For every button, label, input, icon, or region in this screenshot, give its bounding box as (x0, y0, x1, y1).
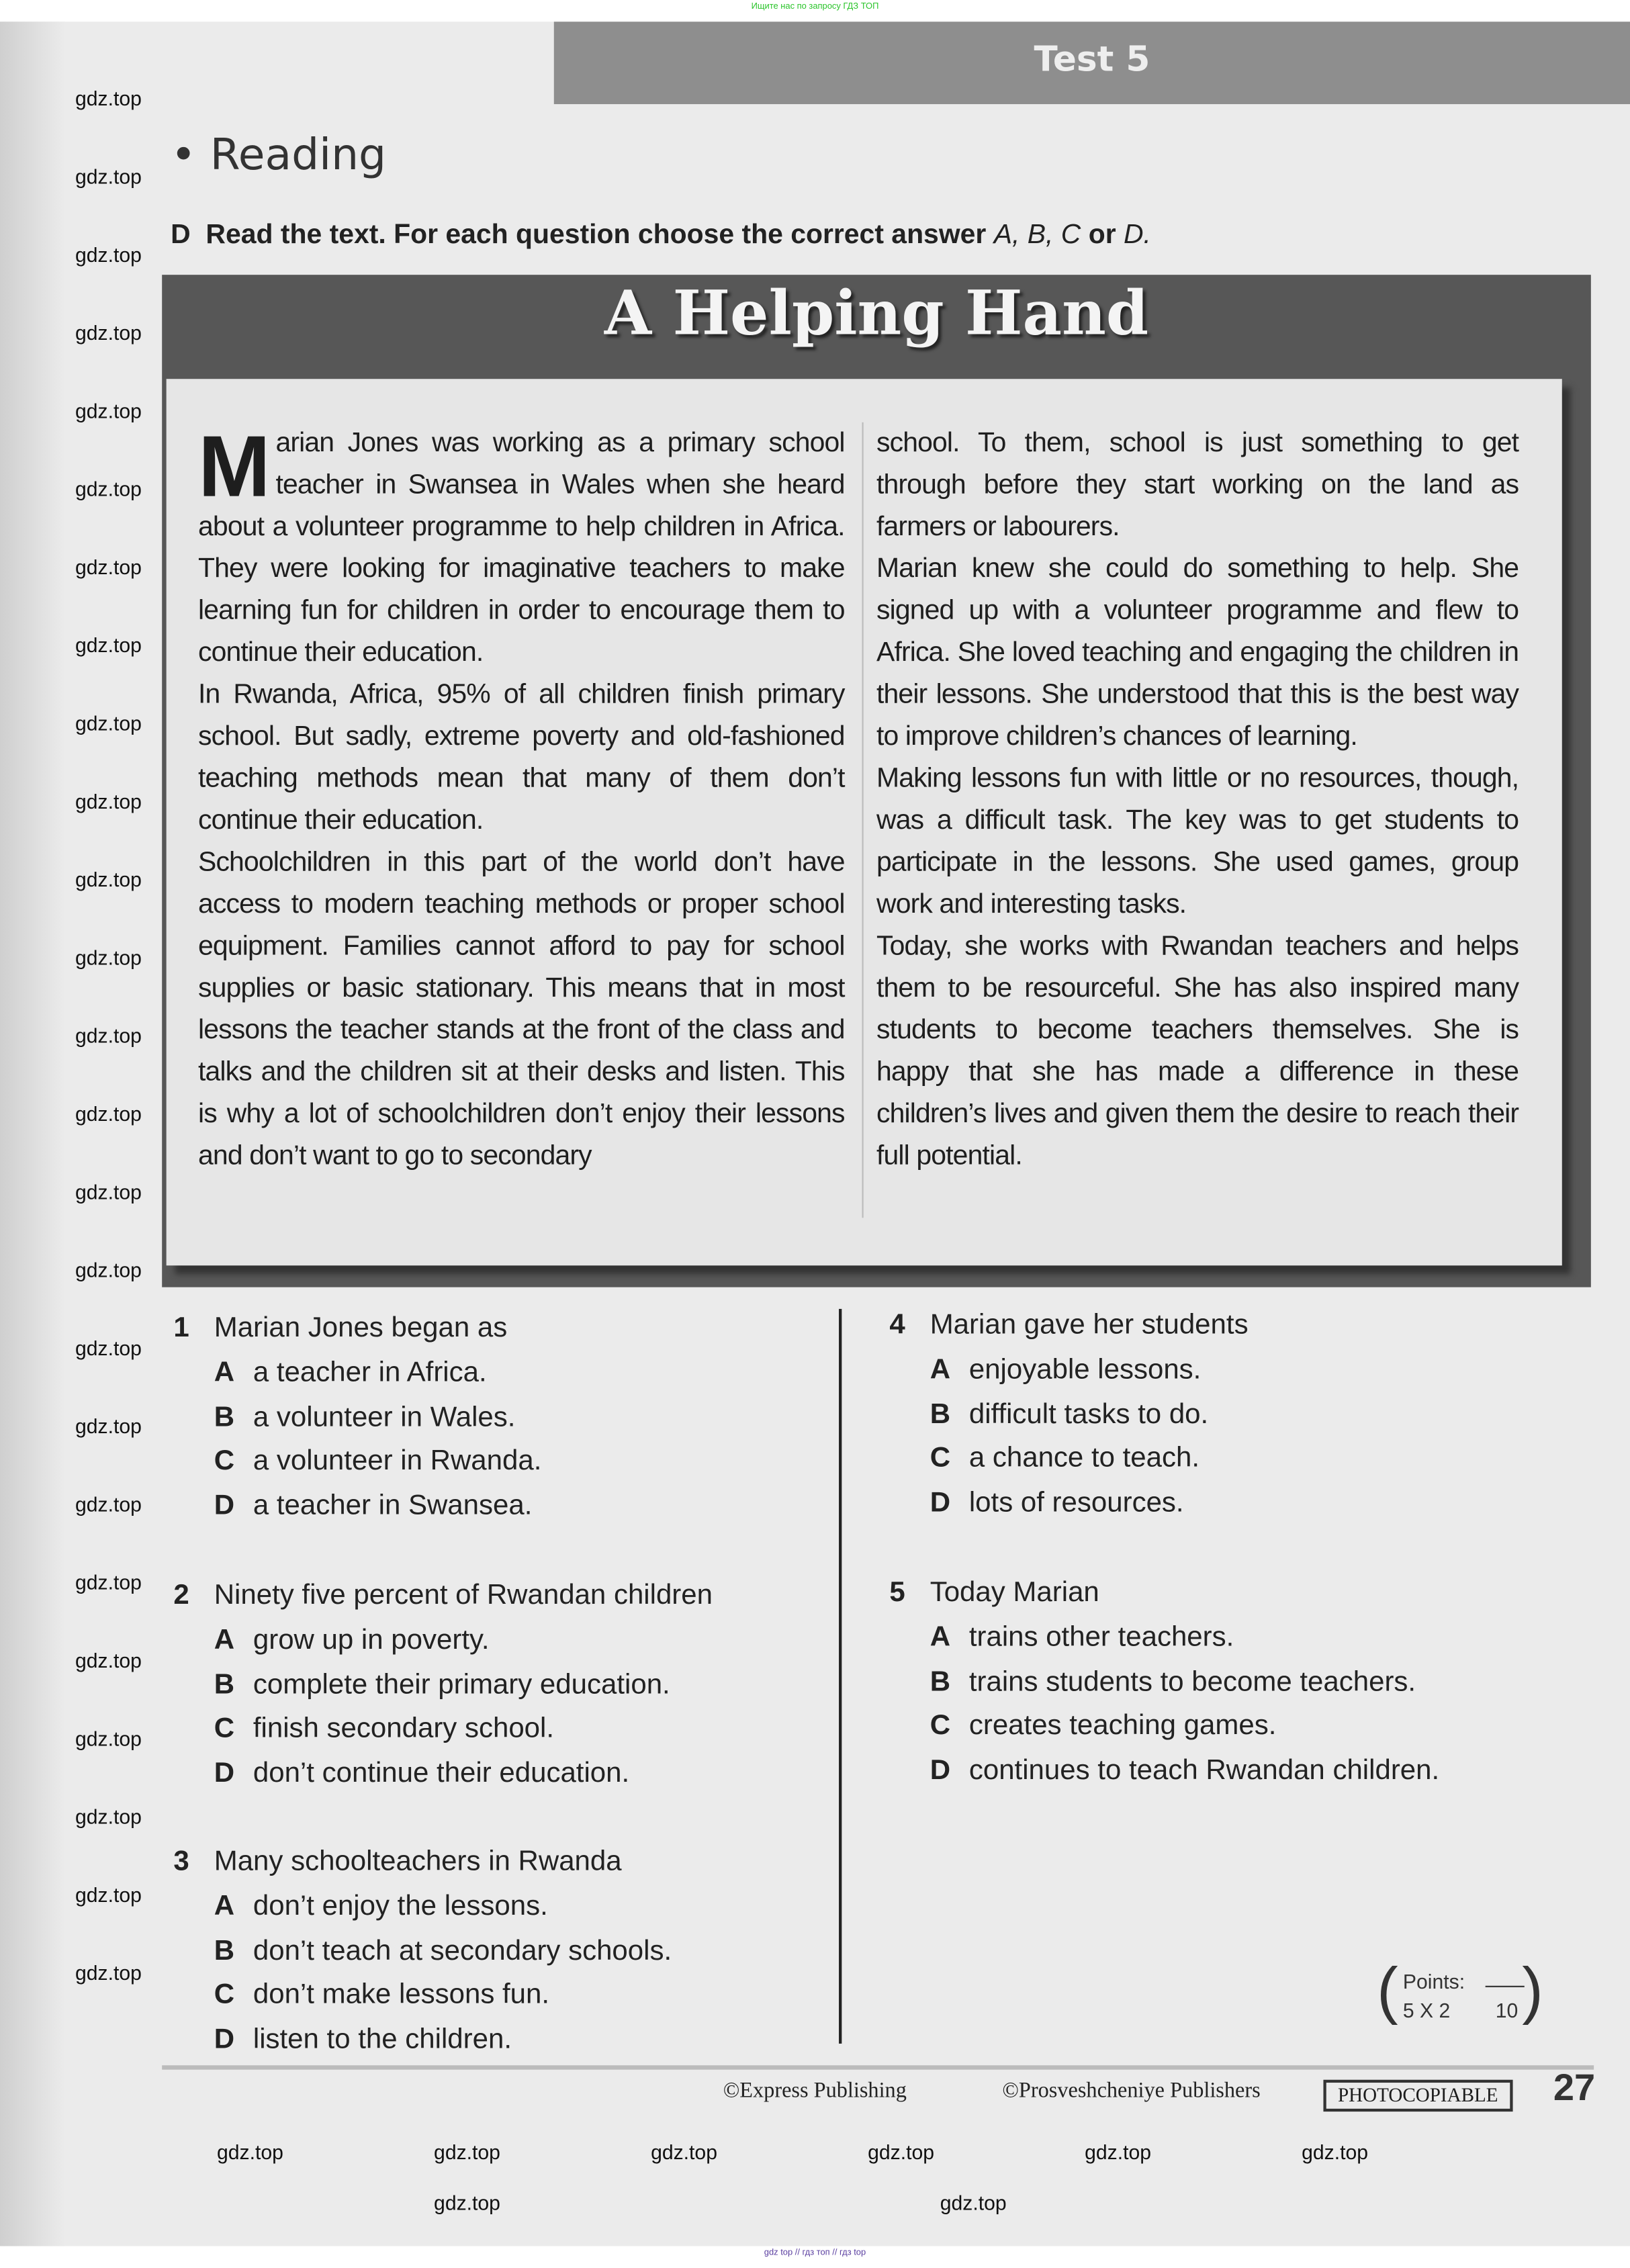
watermark-text: gdz.top (75, 1883, 142, 1907)
option-letter: B (930, 1398, 951, 1430)
question-text: Many schoolteachers in Rwanda (214, 1845, 622, 1878)
question-number: 2 (173, 1579, 189, 1611)
watermark-text: gdz.top (651, 2140, 718, 2164)
watermark-text: gdz.top (75, 87, 142, 110)
option-letter: D (930, 1754, 951, 1786)
answer-option[interactable] (173, 1663, 713, 1707)
question-stem (173, 1840, 672, 1884)
watermark-text: gdz.top (434, 2140, 500, 2164)
option-text: lots of resources. (968, 1487, 1184, 1519)
paragraph: In Rwanda, Africa, 95% of all children finish primary school. But sadly, extreme poverty and old-fashioned teaching methods mean that many of them don’t continue their education. (198, 680, 845, 836)
answer-option[interactable] (173, 2018, 672, 2062)
bullet-icon: • (171, 130, 197, 181)
test-label: Test 5 (1034, 39, 1150, 80)
question-number: 5 (889, 1576, 905, 1608)
instruction-text: Read the text. For each question choose the correct answer (206, 220, 987, 251)
answer-option[interactable] (173, 1885, 672, 1929)
answer-option[interactable] (889, 1615, 1439, 1660)
option-letter: A (214, 1356, 235, 1388)
answer-option[interactable] (889, 1705, 1439, 1749)
option-letter: C (214, 1979, 235, 2011)
watermark-text: gdz.top (75, 1805, 142, 1829)
answer-option[interactable] (173, 1752, 713, 1796)
answer-option[interactable] (889, 1348, 1248, 1392)
paragraph: Making lessons fun with little or no resources, though, was a difficult task. The key was to get students to participate in the lessons. She used games, group work and interesting tasks. (876, 764, 1519, 920)
question-stem (173, 1574, 713, 1618)
section-title: Reading (210, 130, 387, 181)
option-text: grow up in poverty. (253, 1623, 490, 1656)
option-letter: C (930, 1710, 951, 1742)
watermark-text: gdz.top (75, 789, 142, 813)
answer-option[interactable] (173, 1707, 713, 1752)
paragraph: Marian knew she could do something to help. She signed up with a volunteer programme and flew to Africa. She loved teaching and engaging the children in their lessons. She understood that this is the best way to improve children’s chances of learning. (876, 553, 1519, 752)
question-2 (173, 1574, 713, 1797)
option-letter: A (214, 1623, 235, 1656)
option-letter: A (930, 1353, 951, 1386)
question-number: 1 (173, 1312, 189, 1344)
watermark-text: gdz.top (75, 1414, 142, 1438)
article-left-column (198, 418, 845, 1177)
answer-option[interactable] (889, 1749, 1439, 1793)
question-text: Marian gave her students (930, 1308, 1249, 1341)
watermark-text: gdz.top (75, 946, 142, 969)
answer-option[interactable] (173, 1973, 672, 2017)
answer-option[interactable] (173, 1929, 672, 1973)
option-text: don’t continue their education. (253, 1757, 630, 1790)
option-letter: D (930, 1487, 951, 1519)
answer-option[interactable] (173, 1618, 713, 1662)
answer-option[interactable] (889, 1392, 1248, 1437)
paragraph (198, 418, 845, 674)
option-letter: C (214, 1713, 235, 1745)
option-text: difficult tasks to do. (968, 1398, 1209, 1430)
page-number: 27 (1553, 2065, 1596, 2109)
watermark-text: gdz.top (75, 555, 142, 579)
option-text: don’t teach at secondary schools. (253, 1934, 672, 1966)
bottom-note: gdz top // гдз топ // гдз top (764, 2249, 866, 2258)
watermark-text: gdz.top (75, 1492, 142, 1516)
option-text: a teacher in Africa. (253, 1356, 487, 1388)
question-5 (889, 1571, 1439, 1794)
answer-option[interactable] (173, 1440, 541, 1484)
watermark-text: gdz.top (868, 2140, 935, 2164)
question-stem (889, 1303, 1248, 1347)
option-letter: B (214, 1400, 235, 1433)
paragraph-text: arian Jones was working as a primary school teacher in Swansea in Wales when she heard about a volunteer programme to help children in Africa. They were looking for imaginative teachers to make learning fun for children in order to encourage them to continue their education. (198, 428, 845, 668)
question-stem (173, 1306, 541, 1351)
option-text: enjoyable lessons. (968, 1353, 1202, 1386)
watermark-text: gdz.top (75, 1024, 142, 1048)
answer-option[interactable] (889, 1660, 1439, 1704)
questions-divider (839, 1309, 842, 2044)
points-label: Points: (1402, 1970, 1465, 1993)
question-3 (173, 1840, 672, 2062)
drop-cap: M (198, 418, 270, 515)
watermark-text: gdz.top (75, 477, 142, 501)
watermark-text: gdz.top (75, 1258, 142, 1282)
option-text: a chance to teach. (968, 1442, 1200, 1475)
watermark-text: gdz.top (940, 2191, 1007, 2215)
option-text: a volunteer in Wales. (253, 1400, 516, 1433)
question-stem (889, 1571, 1439, 1615)
watermark-text: gdz.top (75, 868, 142, 891)
photocopiable-badge: PHOTOCOPIABLE (1323, 2080, 1512, 2112)
option-letter: D (214, 2024, 235, 2056)
instruction-or: or (1088, 220, 1116, 251)
watermark-text: gdz.top (75, 1961, 142, 1985)
watermark-text: gdz.top (75, 1101, 142, 1126)
option-text: a volunteer in Rwanda. (253, 1445, 542, 1478)
instruction (171, 220, 1151, 251)
watermark-text: gdz.top (434, 2191, 500, 2215)
points-box (1377, 1955, 1543, 2030)
watermark-text: gdz.top (75, 633, 142, 657)
option-text: creates teaching games. (968, 1710, 1277, 1742)
option-text: trains other teachers. (968, 1621, 1234, 1653)
footer-rule (162, 2065, 1594, 2069)
question-4 (889, 1303, 1248, 1526)
option-text: a teacher in Swansea. (253, 1490, 533, 1522)
watermark-text: gdz.top (1302, 2140, 1369, 2164)
question-text: Marian Jones began as (214, 1312, 508, 1344)
watermark-text: gdz.top (75, 711, 142, 735)
watermark-text: gdz.top (1085, 2140, 1152, 2164)
option-letter: B (214, 1668, 235, 1700)
article-right-column (876, 422, 1519, 1177)
score-blank[interactable] (1486, 1986, 1525, 1987)
section-heading (171, 130, 386, 181)
watermark-text: gdz.top (217, 2140, 283, 2164)
answer-option[interactable] (173, 1395, 541, 1439)
watermark-text: gdz.top (75, 165, 142, 188)
question-number: 4 (889, 1308, 905, 1341)
publisher-prosveshcheniye: ©Prosveshcheniye Publishers (1002, 2079, 1261, 2103)
instruction-last-option: D. (1124, 220, 1151, 251)
watermark-text: gdz.top (75, 1727, 142, 1750)
watermark-text: gdz.top (75, 399, 142, 422)
right-paren-icon: ) (1522, 1955, 1543, 2027)
answer-option[interactable] (173, 1484, 541, 1529)
option-letter: C (930, 1442, 951, 1475)
option-letter: C (214, 1445, 235, 1478)
option-letter: A (214, 1890, 235, 1922)
publisher-express: ©Express Publishing (723, 2079, 907, 2103)
points-total: 10 (1495, 1999, 1519, 2022)
paragraph: Today, she works with Rwandan teachers and helps them to be resourceful. She has also inspired many students to become teachers themselves. She is happy that she has made a difference in these children’s lives and given them the desire to reach their full potential. (876, 931, 1519, 1172)
instruction-options: A, B, C (993, 220, 1081, 251)
watermark-text: gdz.top (75, 1570, 142, 1594)
left-paren-icon: ( (1377, 1955, 1398, 2027)
points-formula: 5 X 2 (1402, 1999, 1451, 2022)
watermark-text: gdz.top (75, 1648, 142, 1672)
paragraph: school. To them, school is just something to get through before they start working on the land as farmers or labourers. (876, 428, 1519, 543)
answer-option[interactable] (889, 1437, 1248, 1481)
watermark-text: gdz.top (75, 1336, 142, 1360)
option-letter: D (214, 1757, 235, 1790)
option-letter: A (930, 1621, 951, 1653)
task-letter: D (171, 220, 191, 251)
column-divider (862, 422, 863, 1218)
paragraph: Schoolchildren in this part of the world don’t have access to modern teaching methods or proper school equipment. Families cannot afford to pay for school supplies or basic stationary. This means that in most lessons the teacher stands at the front of the class and talks and the children sit at their desks and listen. This is why a lot of schoolchildren don’t enjoy their lessons and don’t want to go to secondary (198, 847, 845, 1172)
option-letter: B (214, 1934, 235, 1966)
option-letter: B (930, 1665, 951, 1698)
question-number: 3 (173, 1845, 189, 1878)
option-text: listen to the children. (253, 2024, 512, 2056)
test-header-bar (554, 21, 1630, 104)
article-title: A Helping Hand (604, 277, 1149, 349)
watermark-text: gdz.top (75, 1180, 142, 1204)
answer-option[interactable] (889, 1482, 1248, 1526)
question-1 (173, 1306, 541, 1529)
watermark-text: gdz.top (75, 321, 142, 345)
watermark-text: gdz.top (75, 242, 142, 267)
option-text: finish secondary school. (253, 1713, 555, 1745)
question-text: Today Marian (930, 1576, 1099, 1608)
top-note: Ищите нас по запросу ГДЗ ТОП (751, 3, 879, 12)
option-text: don’t enjoy the lessons. (253, 1890, 548, 1922)
option-text: continues to teach Rwandan children. (968, 1754, 1440, 1786)
option-text: don’t make lessons fun. (253, 1979, 550, 2011)
question-text: Ninety five percent of Rwandan children (214, 1579, 713, 1611)
option-text: trains students to become teachers. (968, 1665, 1416, 1698)
option-letter: D (214, 1490, 235, 1522)
answer-option[interactable] (173, 1351, 541, 1395)
option-text: complete their primary education. (253, 1668, 670, 1700)
